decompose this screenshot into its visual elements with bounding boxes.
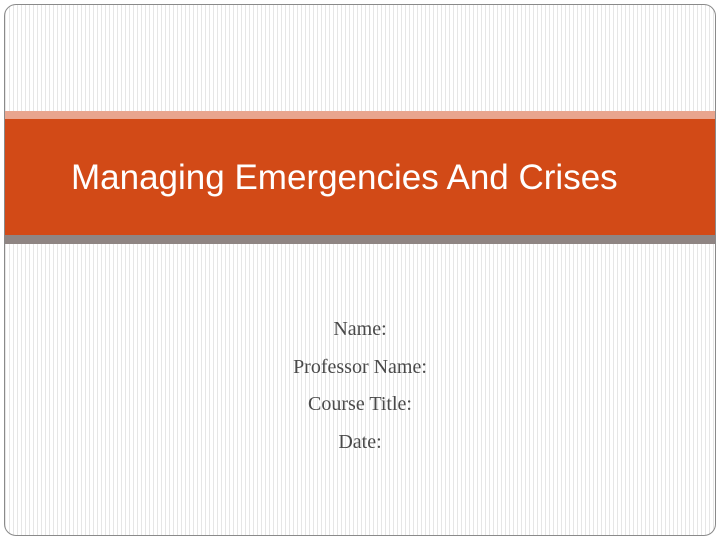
slide-title[interactable]: Managing Emergencies And Crises: [71, 158, 618, 197]
subtitle-line-professor-name: Professor Name:: [293, 355, 427, 378]
slide: [4, 4, 716, 536]
subtitle-line-course-title: Course Title:: [308, 393, 412, 415]
subtitle-line-name: Name:: [333, 318, 387, 340]
title-band-bottom-accent: [5, 235, 715, 244]
subtitle-line-date: Date:: [338, 430, 382, 453]
title-band-top-accent: [5, 111, 715, 119]
slide-subtitle[interactable]: [5, 311, 715, 461]
